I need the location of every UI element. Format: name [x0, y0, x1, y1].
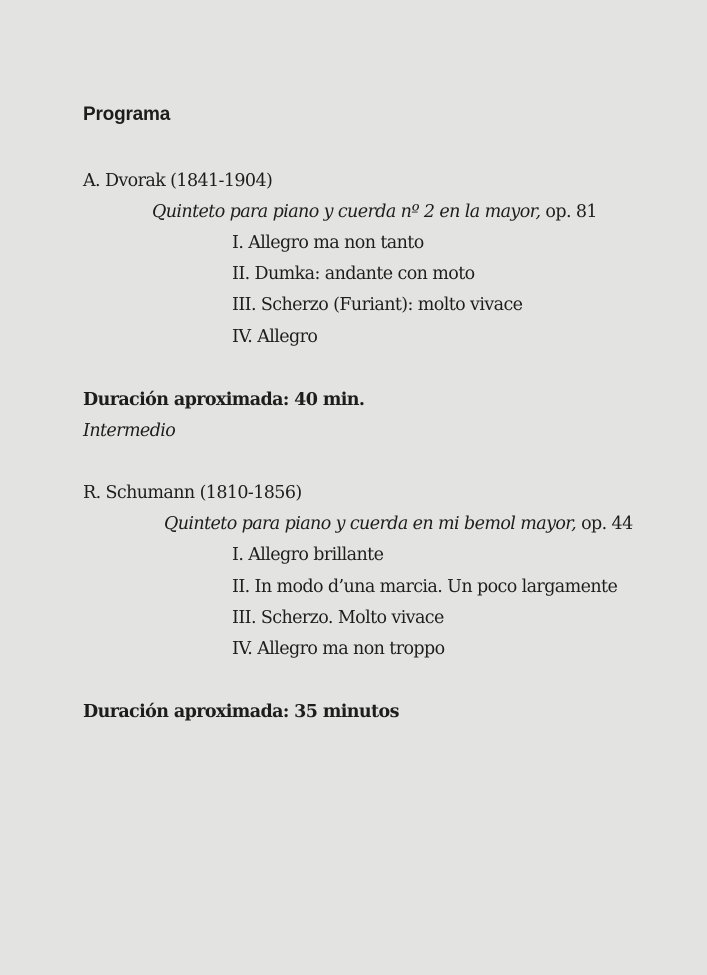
work-title-schumann [164, 513, 633, 535]
duration-schumann: Duración aproximada: 35 minutos [83, 702, 399, 722]
work-title-dvorak [152, 201, 597, 223]
movement-dvorak-1: I. Allegro ma non tanto [232, 233, 424, 253]
opus-number: op. 81 [545, 202, 597, 222]
movement-schumann-1: I. Allegro brillante [232, 545, 384, 565]
movement-schumann-3: III. Scherzo. Molto vivace [232, 608, 444, 628]
movement-dvorak-4: IV. Allegro [232, 327, 318, 347]
movement-dvorak-2: II. Dumka: andante con moto [232, 264, 475, 284]
composer-dvorak: A. Dvorak (1841-1904) [83, 171, 273, 191]
movement-dvorak-3: III. Scherzo (Furiant): molto vivace [232, 295, 523, 315]
opus-number: op. 44 [581, 514, 633, 534]
duration-dvorak: Duración aproximada: 40 min. [83, 390, 365, 410]
work-title-text: Quinteto para piano y cuerda nº 2 en la mayor, [152, 202, 541, 222]
movement-schumann-2: II. In modo d’una marcia. Un poco largamente [232, 577, 618, 597]
composer-schumann: R. Schumann (1810-1856) [83, 483, 302, 503]
intermission-label: Intermedio [83, 421, 176, 441]
movement-schumann-4: IV. Allegro ma non troppo [232, 639, 445, 659]
work-title-text: Quinteto para piano y cuerda en mi bemol mayor, [164, 514, 577, 534]
program-heading: Programa [83, 104, 171, 125]
